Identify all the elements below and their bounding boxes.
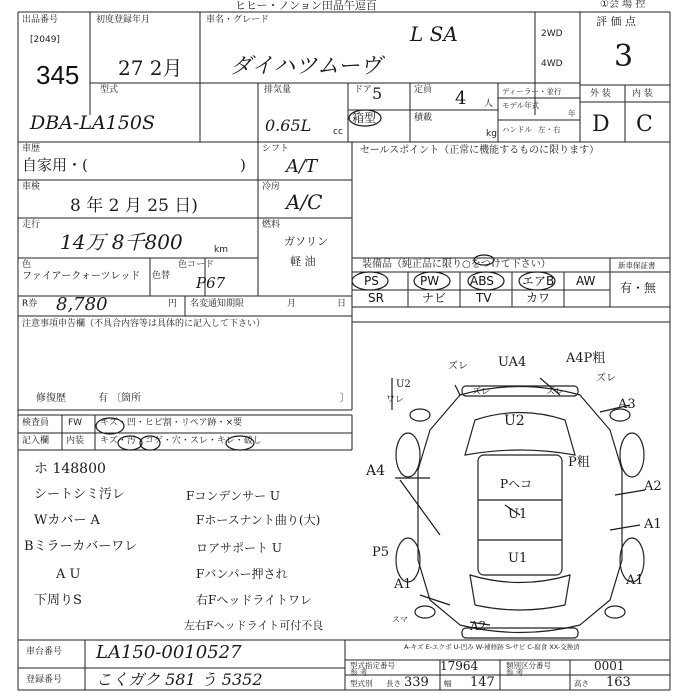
dealer-label: ディーラー・並行	[502, 87, 562, 96]
equip-airbag: エアB	[522, 274, 555, 288]
equip-abs: ABS	[470, 274, 494, 288]
interior-label: 内 装	[632, 89, 653, 99]
diagram-mark: A2	[470, 619, 487, 633]
equip-pw: PW	[420, 274, 440, 288]
fw-label: FW	[68, 418, 83, 428]
warranty-value: 有・無	[620, 281, 657, 295]
equip-ps: PS	[364, 274, 379, 288]
int-items: キズ・汚・コゲ・穴・スレ・キレ・破し	[100, 436, 262, 446]
diagram-mark: ズレ	[596, 373, 616, 384]
inspector-entry-label: 記入欄	[22, 436, 50, 446]
size-label: 型式別	[350, 679, 373, 688]
note-line: 左右Fヘッドライト可付不良	[184, 619, 324, 632]
repair-value: 有 〔箇所	[98, 393, 142, 404]
note-line: Fバンパー押され	[196, 567, 288, 581]
diagram-mark: ワレ	[386, 395, 405, 405]
payload-label: 積載	[414, 113, 433, 123]
car-name-value: ダイハツムーヴ	[230, 54, 382, 79]
width-label: 幅	[444, 679, 452, 688]
diagram-mark: P5	[372, 545, 390, 560]
fuel-label: 燃料	[262, 220, 281, 230]
first-reg-value: 27 2月	[118, 56, 183, 80]
lot-number: 345	[36, 60, 80, 90]
aircon-label: 冷房	[262, 182, 281, 192]
color-code-value: P67	[196, 274, 226, 292]
diagram-mark: A1	[394, 577, 412, 592]
diagram-mark: U1	[508, 507, 528, 522]
score-value: 3	[614, 39, 634, 74]
recycle-value: 8,780	[56, 294, 108, 315]
shape-value: 箱型	[352, 111, 377, 125]
payload-unit: kg	[486, 129, 497, 139]
warranty-label: 新車保証書	[618, 261, 656, 270]
diagram-mark: U2	[504, 413, 525, 429]
equip-tv: TV	[476, 291, 492, 305]
inspector-label: 検査員	[22, 418, 50, 428]
recycle-unit: 円	[168, 299, 178, 309]
diagram-mark: A2	[644, 479, 662, 494]
ref2-label: 参 考	[506, 668, 524, 677]
equip-leather: カワ	[526, 291, 551, 305]
steering-options: 左・右	[538, 125, 561, 134]
diagram-mark: A4P粗	[566, 351, 606, 366]
displacement-unit: cc	[333, 127, 343, 137]
model-year-label: モデル年式	[502, 101, 540, 110]
displacement-label: 排気量	[264, 85, 292, 95]
class-no-label: 類別区分番号	[506, 661, 551, 670]
shift-label: シフト	[262, 144, 290, 154]
color-swap-label: 色替	[152, 271, 171, 281]
inspection-value: 8 年 2 月 25 日)	[70, 196, 198, 216]
width-value: 147	[470, 675, 495, 690]
note-line: ロアサポート U	[196, 541, 282, 555]
diagram-mark: A1	[626, 573, 644, 588]
diagram-mark: P粗	[568, 455, 590, 470]
inspection-label: 車検	[22, 182, 41, 192]
class-no-value: 0001	[594, 659, 625, 673]
height-value: 163	[606, 675, 631, 690]
make-label: 車名・グレード	[206, 15, 270, 25]
doors-label: ドア	[354, 85, 372, 95]
note-line: Bミラーカバーワレ	[24, 539, 138, 554]
equip-aw: AW	[576, 274, 596, 288]
registration-label: 登録番号	[26, 675, 63, 685]
int-label: 内装	[66, 436, 85, 446]
drive-4wd: 4WD	[541, 59, 563, 69]
repair-label: 修復歴	[36, 393, 66, 404]
model-year-unit: 年	[568, 109, 576, 118]
note-line: A U	[56, 567, 81, 582]
length-label: 長さ	[386, 679, 401, 688]
equipment-label: 装備品（純正品に限り○をつけて下さい）	[362, 259, 551, 270]
drive-2wd: 2WD	[541, 29, 563, 39]
diagram-mark: UA4	[498, 355, 527, 370]
fuel-value-gasoline: ガソリン	[284, 235, 328, 248]
repair-close: 〕	[340, 393, 350, 404]
diagram-mark: スマ	[392, 615, 408, 624]
color-code-label: 色コード	[178, 260, 215, 270]
diagram-mark: Pヘコ	[500, 477, 533, 491]
type-no-label: 型式指定番号	[350, 661, 395, 670]
note-line: 下周りS	[34, 593, 82, 608]
aircon-value: A/C	[286, 190, 323, 214]
color-label: 色	[22, 260, 32, 270]
note-line: 右Fヘッドライトワレ	[196, 593, 312, 607]
diagram-mark: ズレ	[472, 387, 491, 397]
location-label: ①会 場 控	[600, 0, 646, 10]
doors-value: 5	[372, 84, 383, 103]
name-change-label: 名変通知期限	[190, 299, 245, 309]
notes-label: 注意事項申告欄（不具合内容等は具体的に記入して下さい）	[22, 319, 266, 329]
diagram-mark: A3	[618, 397, 636, 412]
note-line: ホ 148800	[34, 461, 106, 477]
model-label: 型式	[100, 85, 119, 95]
shift-value: A/T	[286, 156, 318, 177]
height-label: 高さ	[574, 679, 589, 688]
length-value: 339	[404, 675, 429, 690]
mileage-unit: km	[214, 245, 228, 255]
diagram-mark: ズレ	[546, 387, 565, 397]
recycle-label: R券	[22, 299, 38, 309]
fuel-value-diesel: 軽 油	[290, 255, 316, 268]
note-line: シートシミ汚レ	[34, 487, 126, 502]
history-value: 自家用・(	[22, 156, 88, 174]
capacity-unit: 人	[484, 99, 494, 109]
model-value: DBA-LA150S	[30, 112, 155, 134]
exterior-label: 外 装	[590, 89, 611, 99]
displacement-value: 0.65L	[265, 116, 312, 135]
damage-legend: A-キズ E-エクボ U-凹み W-補修跡 S-サビ C-腐食 XX-交換済	[404, 643, 580, 651]
type-no-value: 17964	[440, 659, 479, 673]
note-line: Fコンデンサー U	[186, 489, 281, 503]
first-reg-label: 初度登録年月	[96, 15, 151, 25]
diagram-mark: U2	[396, 379, 411, 390]
diagram-mark: ズレ	[448, 361, 468, 372]
exterior-value: D	[592, 112, 610, 137]
registration-value: こくガク 581 う 5352	[96, 670, 263, 689]
diagram-mark: A4	[366, 463, 386, 479]
capacity-label: 定員	[414, 85, 433, 95]
sales-point-label: セールスポイント（正常に機能するものに限ります）	[360, 145, 600, 156]
ref-label: 参 考	[350, 668, 368, 677]
name-change-month: 月	[287, 299, 297, 309]
mileage-label: 走行	[22, 220, 41, 230]
name-change-day: 日	[337, 299, 347, 309]
history-close: )	[240, 156, 246, 174]
equip-navi: ナビ	[422, 291, 447, 305]
note-line: Fホースナント曲り(大)	[196, 513, 321, 527]
color-value: ファイアークォーツレッド	[22, 271, 141, 282]
diagram-mark: U1	[508, 551, 528, 566]
interior-value: C	[636, 112, 653, 137]
chassis-value: LA150-0010527	[96, 642, 242, 663]
mileage-value: 14万 8千800	[60, 230, 183, 254]
lot-code: [2049]	[30, 35, 60, 45]
steering-label: ハンドル	[502, 125, 532, 134]
note-line: Wカバー A	[34, 513, 100, 528]
fw-items: キズ・凹・ヒビ割・リペア跡・×要	[100, 418, 243, 428]
diagram-mark: A1	[644, 517, 662, 532]
chassis-label: 車台番号	[26, 647, 63, 657]
sheet-title: ヒヒー・ノンョン田品午逗百	[235, 0, 377, 12]
lot-label: 出品番号	[22, 15, 59, 25]
grade-value: L SA	[410, 22, 458, 46]
score-label: 評 価 点	[596, 15, 636, 28]
equip-sr: SR	[368, 291, 384, 305]
capacity-value: 4	[455, 88, 467, 109]
history-label: 車歴	[22, 144, 41, 154]
